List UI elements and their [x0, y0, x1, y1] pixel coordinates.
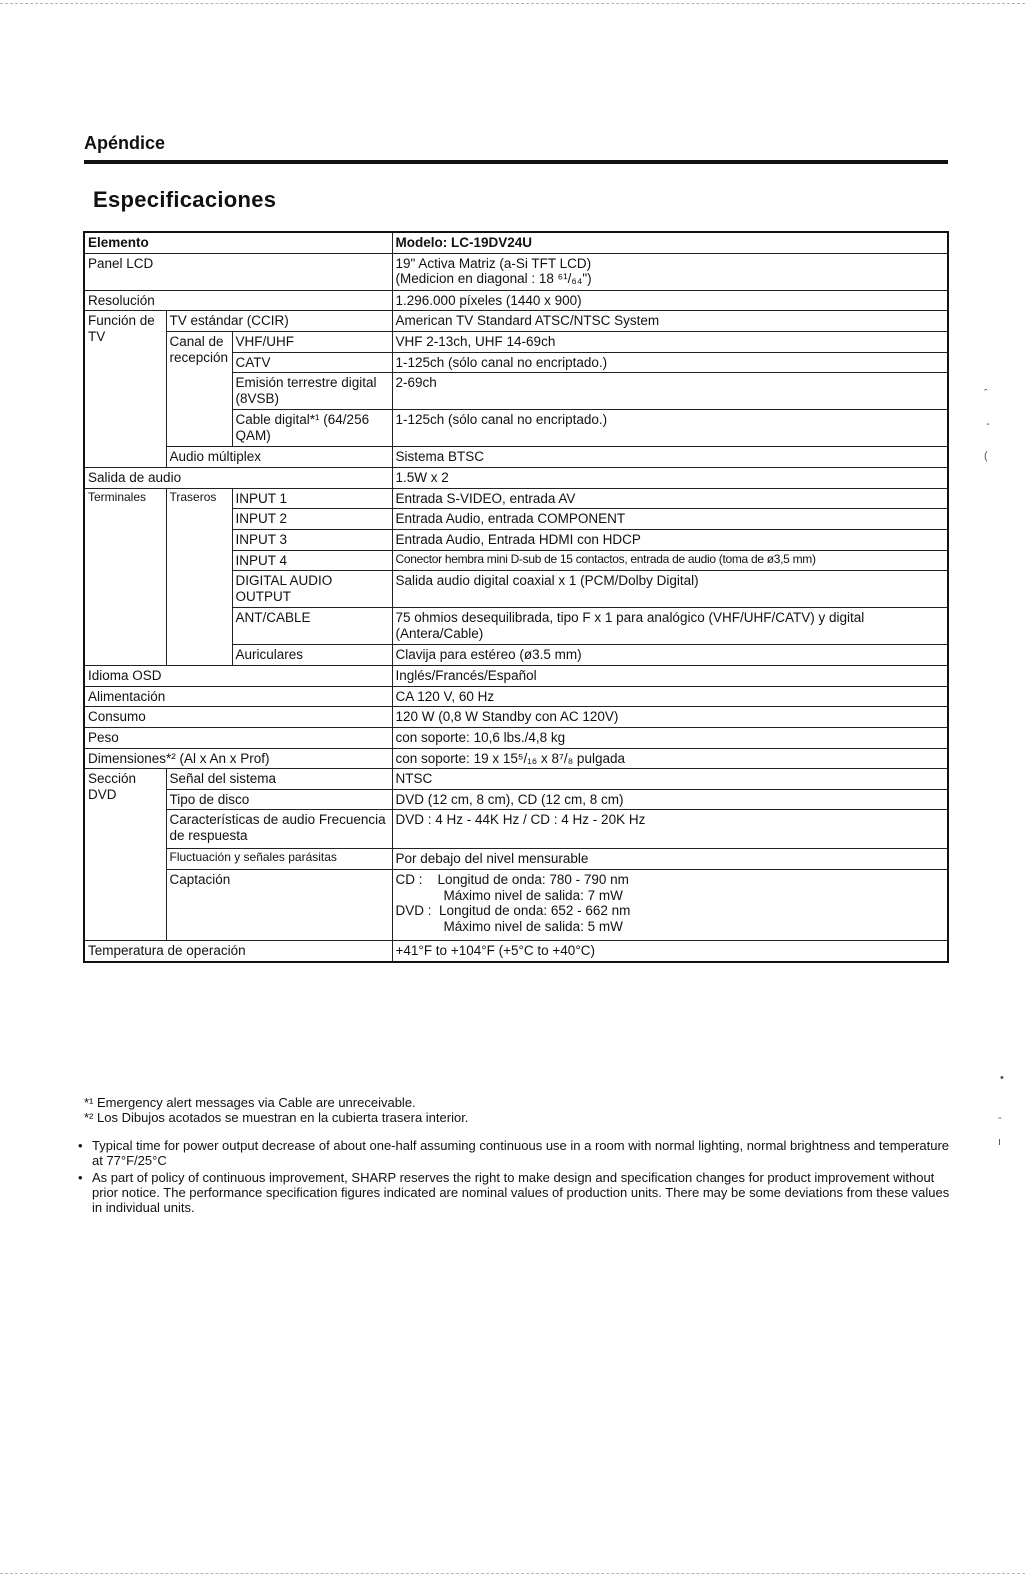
row-value: +41°F to +104°F (+5°C to +40°C): [392, 941, 948, 962]
footnotes: [84, 1096, 954, 1126]
table-row: [84, 727, 948, 748]
row-label: INPUT 4: [232, 550, 392, 571]
row-label: Idioma OSD: [84, 665, 392, 686]
row-label: INPUT 1: [232, 488, 392, 509]
row-label: VHF/UHF: [232, 331, 392, 352]
table-header-row: [84, 232, 948, 253]
row-label: Auriculares: [232, 645, 392, 666]
table-row: [84, 707, 948, 728]
table-row: [84, 665, 948, 686]
row-value: 1.5W x 2: [392, 467, 948, 488]
row-value: Salida audio digital coaxial x 1 (PCM/Dolby Digital): [392, 571, 948, 608]
group-label-canal: Canal de recepción: [166, 331, 232, 446]
row-value: 75 ohmios desequilibrada, tipo F x 1 para analógico (VHF/UHF/CATV) y digital (Antera/Cable): [392, 608, 948, 645]
table-row: [84, 769, 948, 790]
row-value: Conector hembra mini D-sub de 15 contactos, entrada de audio (toma de ø3,5 mm): [392, 550, 948, 571]
specifications-table: [83, 231, 949, 963]
row-value: DVD (12 cm, 8 cm), CD (12 cm, 8 cm): [392, 789, 948, 810]
margin-mark: ˆ: [984, 388, 988, 400]
row-label: INPUT 2: [232, 509, 392, 530]
row-value: [392, 870, 948, 941]
row-label: Panel LCD: [84, 253, 392, 290]
table-row: [84, 447, 948, 468]
table-row: [84, 488, 948, 509]
bottom-dashed-rule: [0, 1573, 1025, 1574]
bullet-icon: •: [78, 1138, 83, 1153]
table-row: [84, 686, 948, 707]
row-value: con soporte: 19 x 15⁵/₁₆ x 8⁷/₈ pulgada: [392, 748, 948, 769]
section-rule: [84, 160, 948, 164]
group-label-tv: Función de TV: [84, 311, 166, 468]
table-row: [84, 311, 948, 332]
row-value: Por debajo del nivel mensurable: [392, 849, 948, 870]
margin-mark: (: [984, 450, 988, 462]
row-value: NTSC: [392, 769, 948, 790]
row-value: VHF 2-13ch, UHF 14-69ch: [392, 331, 948, 352]
table-row: [84, 789, 948, 810]
pickup-dvd-wavelength: DVD : Longitud de onda: 652 - 662 nm: [395, 903, 631, 919]
row-label: Consumo: [84, 707, 392, 728]
bullet-text: Typical time for power output decrease of about one-half assuming continuous use in a room with normal lighting, normal brightness and temperature at 77°F/25°C: [92, 1138, 950, 1169]
margin-mark: -: [998, 1112, 1002, 1124]
bullet-notes: [78, 1138, 950, 1217]
table-row: [84, 810, 948, 849]
row-label: INPUT 3: [232, 529, 392, 550]
row-label: Captación: [166, 870, 392, 941]
bullet-item: [78, 1170, 950, 1215]
margin-mark: -: [986, 418, 990, 430]
bullet-icon: •: [78, 1170, 83, 1186]
pickup-dvd-power: Máximo nivel de salida: 5 mW: [443, 919, 623, 935]
row-label: Cable digital*¹ (64/256 QAM): [232, 410, 392, 447]
row-value: 19" Activa Matriz (a-Si TFT LCD) (Medicion en diagonal : 18 ⁶¹/₆₄"): [392, 253, 948, 290]
page-heading: Especificaciones: [93, 187, 277, 212]
table-row: [84, 941, 948, 962]
row-label: Dimensiones*² (Al x An x Prof): [84, 748, 392, 769]
table-row: [84, 748, 948, 769]
row-label: Tipo de disco: [166, 789, 392, 810]
row-value: 1-125ch (sólo canal no encriptado.): [392, 352, 948, 373]
pickup-cd-wavelength: CD : Longitud de onda: 780 - 790 nm: [395, 872, 629, 888]
row-label: Audio múltiplex: [166, 447, 392, 468]
row-label: TV estándar (CCIR): [166, 311, 392, 332]
row-label: Características de audio Frecuencia de respuesta: [166, 810, 392, 849]
table-row: [84, 467, 948, 488]
row-label: Resolución: [84, 290, 392, 311]
table-row: [84, 331, 948, 352]
row-label: Salida de audio: [84, 467, 392, 488]
bullet-item: [78, 1138, 950, 1168]
row-label: Emisión terrestre digital (8VSB): [232, 373, 392, 410]
group-label-terminales: Terminales: [84, 488, 166, 665]
header-item: Elemento: [84, 232, 392, 253]
row-label: ANT/CABLE: [232, 608, 392, 645]
row-label: Señal del sistema: [166, 769, 392, 790]
row-value: Entrada Audio, entrada COMPONENT: [392, 509, 948, 530]
bullet-text: As part of policy of continuous improvement, SHARP reserves the right to make design and specification changes for product improvement without prior notice. The performance specification figures indicated are nominal values of production units. There may be some deviations from these values in individual units.: [92, 1170, 950, 1216]
row-value: Entrada S-VIDEO, entrada AV: [392, 488, 948, 509]
row-value: 1.296.000 píxeles (1440 x 900): [392, 290, 948, 311]
row-value: DVD : 4 Hz - 44K Hz / CD : 4 Hz - 20K Hz: [392, 810, 948, 849]
row-label: Fluctuación y señales parásitas: [166, 849, 392, 870]
row-value: Sistema BTSC: [392, 447, 948, 468]
row-value: CA 120 V, 60 Hz: [392, 686, 948, 707]
group-label-traseros: Traseros: [166, 488, 232, 665]
header-model: Modelo: LC-19DV24U: [392, 232, 948, 253]
row-label: Alimentación: [84, 686, 392, 707]
row-label: Temperatura de operación: [84, 941, 392, 962]
row-value: American TV Standard ATSC/NTSC System: [392, 311, 948, 332]
top-dashed-rule: [0, 3, 1025, 4]
table-row: [84, 849, 948, 870]
margin-mark: •: [1000, 1072, 1004, 1084]
row-value: Entrada Audio, Entrada HDMI con HDCP: [392, 529, 948, 550]
table-row: [84, 870, 948, 941]
row-value: Inglés/Francés/Español: [392, 665, 948, 686]
row-value: Clavija para estéreo (ø3.5 mm): [392, 645, 948, 666]
pickup-cd-power: Máximo nivel de salida: 7 mW: [443, 887, 623, 903]
table-row: [84, 253, 948, 290]
footnote-1: *¹ Emergency alert messages via Cable are unreceivable.: [84, 1095, 416, 1110]
row-value: 120 W (0,8 W Standby con AC 120V): [392, 707, 948, 728]
section-title: Apéndice: [84, 133, 166, 153]
row-label: Peso: [84, 727, 392, 748]
footnote-2: *² Los Dibujos acotados se muestran en la cubierta trasera interior.: [84, 1109, 469, 1125]
row-value: con soporte: 10,6 lbs./4,8 kg: [392, 727, 948, 748]
row-label: CATV: [232, 352, 392, 373]
row-value: 1-125ch (sólo canal no encriptado.): [392, 410, 948, 447]
row-label: DIGITAL AUDIO OUTPUT: [232, 571, 392, 608]
row-value: 2-69ch: [392, 373, 948, 410]
table-row: [84, 290, 948, 311]
margin-mark: ı: [998, 1136, 1002, 1148]
group-label-dvd: Sección DVD: [84, 769, 166, 941]
